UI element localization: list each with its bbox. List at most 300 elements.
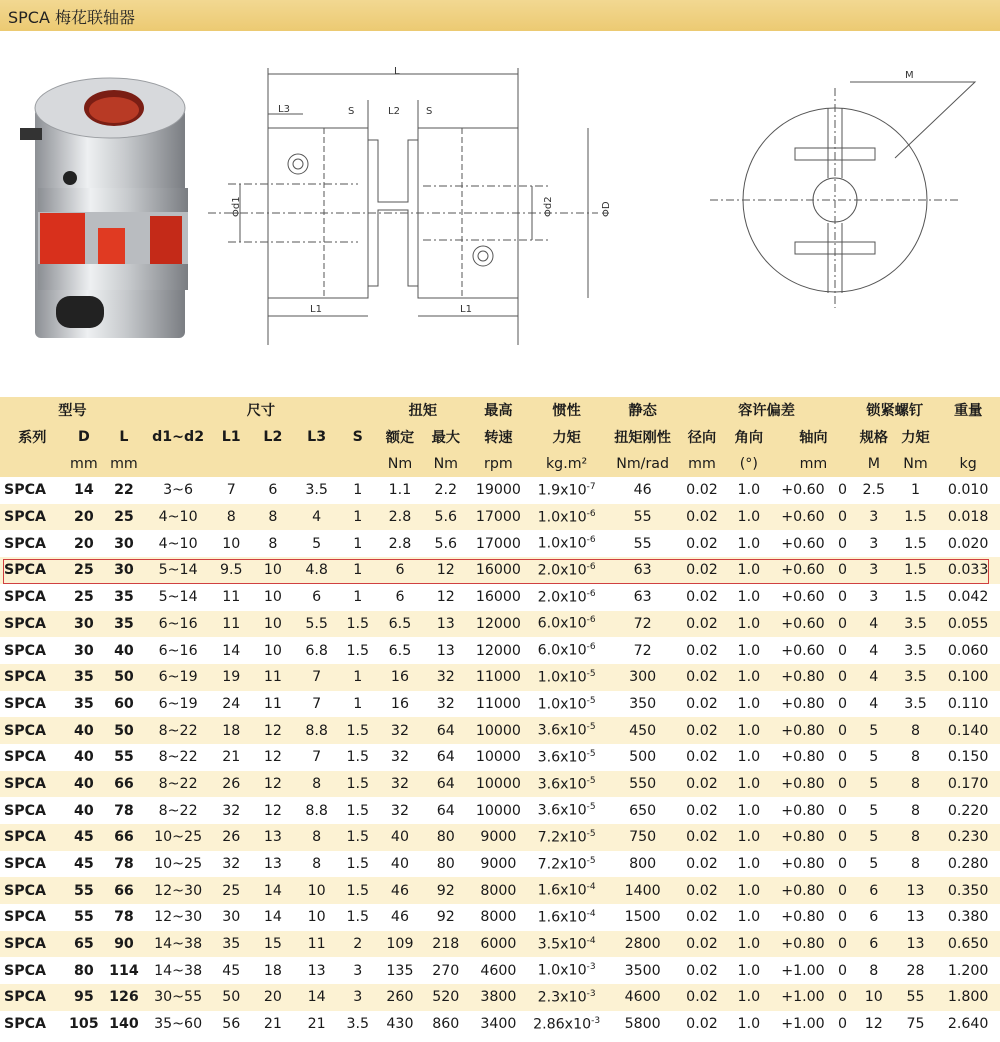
inertia-exponent: -6 bbox=[586, 562, 596, 573]
inertia-mantissa: 2.0x10 bbox=[537, 589, 587, 606]
cell-size: 2.5 bbox=[862, 482, 886, 499]
cell-L: 90 bbox=[114, 936, 134, 953]
side-view-drawing bbox=[208, 60, 612, 350]
cell-L3: 3.5 bbox=[305, 482, 328, 499]
cell-stiffness: 750 bbox=[629, 829, 657, 846]
cell-L1: 25 bbox=[222, 882, 241, 899]
cell-L2: 8 bbox=[268, 535, 278, 552]
cell-max: 32 bbox=[436, 695, 455, 712]
cell-D: 45 bbox=[73, 829, 94, 846]
cell-L2: 12 bbox=[263, 802, 282, 819]
cell-axial: +0.60 bbox=[781, 562, 825, 579]
cell-S: 1 bbox=[353, 535, 363, 552]
cell-L1: 50 bbox=[222, 989, 241, 1006]
cell-radial: 0.02 bbox=[686, 642, 718, 659]
cell-angular: 1.0 bbox=[737, 802, 761, 819]
cell-weight: 0.042 bbox=[947, 589, 989, 606]
cell-size: 3 bbox=[869, 509, 879, 526]
cell-series: SPCA bbox=[4, 856, 47, 873]
inertia-mantissa: 1.6x10 bbox=[537, 909, 587, 926]
cell-d1d2: 30~55 bbox=[154, 989, 203, 1006]
cell-L: 25 bbox=[114, 509, 134, 526]
inertia-mantissa: 3.6x10 bbox=[537, 749, 587, 766]
table-row bbox=[0, 957, 1000, 984]
cell-S: 1 bbox=[353, 669, 363, 686]
cell-series: SPCA bbox=[4, 562, 47, 579]
cell-stiffness: 550 bbox=[629, 775, 657, 792]
cell-series: SPCA bbox=[4, 1016, 47, 1033]
hdr-screw-torque: 力矩 bbox=[901, 430, 930, 447]
hdr-L2: L2 bbox=[263, 429, 283, 446]
hdr-speed: 转速 bbox=[484, 430, 513, 447]
table-row bbox=[0, 477, 1000, 504]
unit-stiffness: Nm/rad bbox=[616, 455, 669, 472]
cell-size: 5 bbox=[869, 856, 879, 873]
cell-speed: 10000 bbox=[475, 802, 521, 819]
cell-stiffness: 72 bbox=[633, 615, 652, 632]
cell-max: 64 bbox=[436, 802, 455, 819]
cell-size: 6 bbox=[869, 909, 879, 926]
cell-series: SPCA bbox=[4, 829, 47, 846]
cell-L1: 26 bbox=[222, 829, 241, 846]
inertia-mantissa: 1.6x10 bbox=[537, 883, 587, 900]
cell-axial-zero: 0 bbox=[838, 856, 848, 873]
cell-d1d2: 5~14 bbox=[158, 589, 198, 606]
inertia-mantissa: 2.3x10 bbox=[537, 989, 587, 1006]
inertia-exponent: -6 bbox=[586, 615, 596, 626]
cell-L: 78 bbox=[114, 909, 134, 926]
cell-S: 3 bbox=[353, 962, 363, 979]
unit-radial: mm bbox=[688, 455, 716, 472]
label-L2: L2 bbox=[388, 106, 400, 117]
cell-angular: 1.0 bbox=[737, 589, 761, 606]
cell-stiffness: 5800 bbox=[624, 1016, 661, 1033]
cell-screw-torque: 1 bbox=[910, 482, 920, 499]
table-row bbox=[0, 530, 1000, 557]
cell-weight: 0.380 bbox=[947, 909, 989, 926]
cell-d1d2: 6~16 bbox=[158, 642, 198, 659]
cell-D: 40 bbox=[73, 802, 94, 819]
hdr-D: D bbox=[77, 429, 90, 446]
hdr-moment: 力矩 bbox=[552, 430, 581, 447]
cell-L3: 6.8 bbox=[305, 642, 328, 659]
cell-axial: +0.60 bbox=[781, 642, 825, 659]
cell-max: 860 bbox=[432, 1016, 460, 1033]
cell-L2: 8 bbox=[268, 509, 278, 526]
cell-d1d2: 8~22 bbox=[158, 749, 198, 766]
cell-L3: 8.8 bbox=[305, 802, 328, 819]
cell-d1d2: 10~25 bbox=[154, 829, 203, 846]
inertia-mantissa: 1.0x10 bbox=[537, 509, 587, 526]
cell-moment bbox=[528, 957, 605, 984]
cell-weight: 0.020 bbox=[947, 535, 989, 552]
cell-axial-zero: 0 bbox=[838, 962, 848, 979]
cell-S: 1.5 bbox=[346, 775, 370, 792]
cell-weight: 0.280 bbox=[947, 856, 989, 873]
inertia-exponent: -6 bbox=[586, 588, 596, 599]
cell-L: 30 bbox=[114, 535, 134, 552]
cell-L3: 4.8 bbox=[305, 562, 328, 579]
label-S-right: S bbox=[426, 106, 433, 117]
cell-speed: 6000 bbox=[480, 936, 517, 953]
inertia-exponent: -4 bbox=[586, 882, 596, 893]
cell-D: 55 bbox=[73, 909, 94, 926]
cell-d1d2: 8~22 bbox=[158, 775, 198, 792]
cell-radial: 0.02 bbox=[686, 1016, 718, 1033]
cell-S: 1 bbox=[353, 509, 363, 526]
cell-series: SPCA bbox=[4, 989, 47, 1006]
cell-L1: 56 bbox=[222, 1016, 241, 1033]
cell-moment bbox=[528, 877, 605, 904]
table-row bbox=[0, 504, 1000, 531]
inertia-mantissa: 3.6x10 bbox=[537, 803, 587, 820]
cell-S: 3.5 bbox=[346, 1016, 370, 1033]
inertia-mantissa: 6.0x10 bbox=[537, 616, 587, 633]
cell-speed: 8000 bbox=[480, 882, 517, 899]
cell-max: 270 bbox=[432, 962, 460, 979]
cell-d1d2: 6~19 bbox=[158, 669, 198, 686]
cell-L1: 35 bbox=[222, 936, 241, 953]
cell-L3: 7 bbox=[312, 695, 322, 712]
cell-rated: 32 bbox=[390, 749, 409, 766]
cell-S: 1 bbox=[353, 695, 363, 712]
unit-L: mm bbox=[110, 455, 138, 472]
inertia-exponent: -5 bbox=[586, 775, 596, 786]
cell-series: SPCA bbox=[4, 936, 47, 953]
cell-moment bbox=[528, 1011, 605, 1038]
cell-series: SPCA bbox=[4, 775, 47, 792]
table-row bbox=[0, 904, 1000, 931]
cell-L1: 30 bbox=[222, 909, 241, 926]
cell-axial-zero: 0 bbox=[838, 989, 848, 1006]
label-d2: Φd2 bbox=[543, 196, 554, 217]
hdr-L1: L1 bbox=[221, 429, 241, 446]
cell-radial: 0.02 bbox=[686, 695, 718, 712]
cell-axial: +0.60 bbox=[781, 482, 825, 499]
label-L3: L3 bbox=[278, 104, 290, 115]
cell-L: 78 bbox=[114, 802, 134, 819]
cell-max: 64 bbox=[436, 749, 455, 766]
cell-size: 6 bbox=[869, 882, 879, 899]
cell-axial-zero: 0 bbox=[838, 695, 848, 712]
cell-L3: 21 bbox=[307, 1016, 326, 1033]
cell-S: 1.5 bbox=[346, 749, 370, 766]
cell-axial: +0.60 bbox=[781, 509, 825, 526]
cell-moment bbox=[528, 477, 605, 504]
hdr-axial: 轴向 bbox=[799, 430, 828, 447]
hdr-series: 系列 bbox=[18, 430, 47, 447]
cell-L1: 11 bbox=[222, 615, 241, 632]
cell-D: 14 bbox=[73, 482, 94, 499]
cell-size: 5 bbox=[869, 829, 879, 846]
cell-L: 50 bbox=[114, 669, 134, 686]
cell-L: 35 bbox=[114, 615, 134, 632]
cell-L3: 8 bbox=[312, 829, 322, 846]
table-row bbox=[0, 691, 1000, 718]
group-model: 型号 bbox=[58, 403, 87, 420]
cell-series: SPCA bbox=[4, 962, 47, 979]
inertia-mantissa: 6.0x10 bbox=[537, 642, 587, 659]
cell-weight: 0.018 bbox=[947, 509, 989, 526]
cell-axial-zero: 0 bbox=[838, 802, 848, 819]
cell-D: 25 bbox=[73, 562, 94, 579]
cell-L2: 14 bbox=[263, 909, 282, 926]
cell-speed: 19000 bbox=[475, 482, 521, 499]
cell-size: 5 bbox=[869, 775, 879, 792]
cell-D: 40 bbox=[73, 749, 94, 766]
cell-L1: 21 bbox=[222, 749, 241, 766]
cell-size: 4 bbox=[869, 615, 879, 632]
cell-size: 5 bbox=[869, 749, 879, 766]
inertia-mantissa: 3.6x10 bbox=[537, 722, 587, 739]
cell-axial: +0.80 bbox=[781, 669, 825, 686]
hdr-radial: 径向 bbox=[687, 430, 717, 447]
cell-L1: 19 bbox=[222, 669, 241, 686]
cell-speed: 11000 bbox=[475, 695, 521, 712]
cell-d1d2: 35~60 bbox=[154, 1016, 203, 1033]
cell-L2: 15 bbox=[263, 936, 282, 953]
cell-L1: 8 bbox=[226, 509, 236, 526]
cell-radial: 0.02 bbox=[686, 589, 718, 606]
cell-stiffness: 300 bbox=[629, 669, 657, 686]
cell-radial: 0.02 bbox=[686, 856, 718, 873]
cell-D: 40 bbox=[73, 722, 94, 739]
cell-L2: 10 bbox=[263, 589, 282, 606]
table-row bbox=[0, 797, 1000, 824]
cell-speed: 8000 bbox=[480, 909, 517, 926]
cell-L3: 11 bbox=[307, 936, 326, 953]
cell-rated: 2.8 bbox=[388, 509, 412, 526]
cell-rated: 6.5 bbox=[388, 615, 412, 632]
cell-L2: 12 bbox=[263, 775, 282, 792]
coupling-photo bbox=[10, 68, 210, 368]
group-max: 最高 bbox=[484, 403, 513, 420]
cell-weight: 0.650 bbox=[947, 936, 989, 953]
cell-L2: 11 bbox=[263, 669, 282, 686]
cell-d1d2: 4~10 bbox=[158, 535, 198, 552]
cell-L1: 10 bbox=[222, 535, 241, 552]
cell-series: SPCA bbox=[4, 642, 47, 659]
unit-D: mm bbox=[70, 455, 98, 472]
cell-angular: 1.0 bbox=[737, 615, 761, 632]
cell-L2: 10 bbox=[263, 562, 282, 579]
cell-screw-torque: 8 bbox=[910, 749, 920, 766]
cell-max: 5.6 bbox=[434, 509, 458, 526]
cell-screw-torque: 3.5 bbox=[904, 615, 927, 632]
cell-max: 218 bbox=[432, 936, 460, 953]
cell-L2: 12 bbox=[263, 722, 282, 739]
cell-screw-torque: 8 bbox=[910, 722, 920, 739]
cell-moment bbox=[528, 984, 605, 1011]
cell-d1d2: 12~30 bbox=[154, 909, 203, 926]
cell-size: 5 bbox=[869, 722, 879, 739]
cell-max: 80 bbox=[436, 829, 455, 846]
cell-speed: 12000 bbox=[475, 615, 521, 632]
group-screw: 锁紧螺钉 bbox=[866, 403, 924, 420]
cell-axial-zero: 0 bbox=[838, 589, 848, 606]
cell-d1d2: 14~38 bbox=[154, 962, 203, 979]
cell-S: 1 bbox=[353, 482, 363, 499]
cell-angular: 1.0 bbox=[737, 482, 761, 499]
cell-moment bbox=[528, 797, 605, 824]
cell-angular: 1.0 bbox=[737, 775, 761, 792]
label-L1-right: L1 bbox=[460, 304, 472, 315]
cell-L2: 14 bbox=[263, 882, 282, 899]
inertia-exponent: -6 bbox=[586, 535, 596, 546]
inertia-mantissa: 1.0x10 bbox=[537, 696, 587, 713]
inertia-exponent: -3 bbox=[591, 1015, 601, 1026]
cell-axial-zero: 0 bbox=[838, 642, 848, 659]
cell-screw-torque: 8 bbox=[910, 829, 920, 846]
inertia-exponent: -5 bbox=[586, 722, 596, 733]
cell-L1: 32 bbox=[222, 802, 241, 819]
cell-stiffness: 72 bbox=[633, 642, 652, 659]
cell-series: SPCA bbox=[4, 695, 47, 712]
cell-series: SPCA bbox=[4, 802, 47, 819]
cell-radial: 0.02 bbox=[686, 962, 718, 979]
cell-D: 95 bbox=[73, 989, 94, 1006]
cell-radial: 0.02 bbox=[686, 669, 718, 686]
cell-L: 55 bbox=[114, 749, 134, 766]
inertia-exponent: -4 bbox=[586, 909, 596, 920]
inertia-exponent: -5 bbox=[586, 855, 596, 866]
inertia-exponent: -5 bbox=[586, 668, 596, 679]
cell-max: 12 bbox=[436, 562, 455, 579]
cell-d1d2: 8~22 bbox=[158, 802, 198, 819]
cell-moment bbox=[528, 557, 605, 584]
cell-angular: 1.0 bbox=[737, 642, 761, 659]
cell-series: SPCA bbox=[4, 535, 47, 552]
cell-axial: +0.80 bbox=[781, 829, 825, 846]
cell-axial: +0.80 bbox=[781, 936, 825, 953]
cell-L: 66 bbox=[114, 775, 134, 792]
table-row bbox=[0, 931, 1000, 958]
cell-axial: +0.60 bbox=[781, 615, 825, 632]
table-row bbox=[0, 637, 1000, 664]
cell-S: 1 bbox=[353, 562, 363, 579]
cell-weight: 0.100 bbox=[947, 669, 989, 686]
inertia-exponent: -3 bbox=[586, 989, 596, 1000]
cell-L2: 10 bbox=[263, 615, 282, 632]
cell-screw-torque: 75 bbox=[906, 1016, 925, 1033]
cell-speed: 3800 bbox=[480, 989, 517, 1006]
cell-L: 140 bbox=[109, 1016, 139, 1033]
inertia-exponent: -7 bbox=[586, 482, 596, 493]
unit-max: Nm bbox=[433, 455, 458, 472]
cell-rated: 2.8 bbox=[388, 535, 412, 552]
cell-speed: 4600 bbox=[480, 962, 517, 979]
table-row bbox=[0, 744, 1000, 771]
cell-L3: 6 bbox=[312, 589, 322, 606]
cell-L1: 14 bbox=[222, 642, 241, 659]
cell-L1: 45 bbox=[222, 962, 241, 979]
cell-S: 1.5 bbox=[346, 642, 370, 659]
cell-screw-torque: 13 bbox=[906, 882, 925, 899]
cell-speed: 16000 bbox=[475, 562, 521, 579]
cell-D: 35 bbox=[73, 695, 94, 712]
label-d1: Φd1 bbox=[231, 196, 242, 217]
cell-D: 40 bbox=[73, 775, 94, 792]
unit-moment: kg.m² bbox=[545, 455, 588, 472]
cell-rated: 46 bbox=[390, 882, 409, 899]
cell-series: SPCA bbox=[4, 882, 47, 899]
cell-L1: 32 bbox=[222, 856, 241, 873]
cell-d1d2: 3~6 bbox=[163, 482, 194, 499]
cell-L: 66 bbox=[114, 882, 134, 899]
cell-L1: 26 bbox=[222, 775, 241, 792]
cell-axial: +0.80 bbox=[781, 775, 825, 792]
hdr-L3: L3 bbox=[307, 429, 327, 446]
cell-D: 30 bbox=[73, 615, 94, 632]
inertia-mantissa: 2.86x10 bbox=[533, 1016, 592, 1033]
cell-screw-torque: 1.5 bbox=[904, 535, 927, 552]
cell-radial: 0.02 bbox=[686, 775, 718, 792]
cell-axial: +0.80 bbox=[781, 695, 825, 712]
cell-D: 35 bbox=[73, 669, 94, 686]
inertia-exponent: -5 bbox=[586, 802, 596, 813]
cell-stiffness: 350 bbox=[629, 695, 657, 712]
cell-speed: 9000 bbox=[480, 829, 517, 846]
cell-axial-zero: 0 bbox=[838, 482, 848, 499]
cell-d1d2: 5~14 bbox=[158, 562, 198, 579]
cell-max: 13 bbox=[436, 615, 455, 632]
cell-axial: +0.80 bbox=[781, 802, 825, 819]
unit-axial: mm bbox=[799, 455, 828, 472]
spec-table-body bbox=[0, 477, 1000, 1037]
cell-weight: 0.110 bbox=[947, 695, 989, 712]
cell-size: 3 bbox=[869, 589, 879, 606]
cell-max: 92 bbox=[436, 909, 455, 926]
cell-rated: 32 bbox=[390, 802, 409, 819]
cell-L2: 12 bbox=[263, 749, 282, 766]
cell-axial-zero: 0 bbox=[838, 509, 848, 526]
cell-angular: 1.0 bbox=[737, 882, 761, 899]
cell-max: 64 bbox=[436, 775, 455, 792]
cell-max: 80 bbox=[436, 856, 455, 873]
cell-L3: 10 bbox=[307, 882, 326, 899]
cell-L: 66 bbox=[114, 829, 134, 846]
cell-radial: 0.02 bbox=[686, 909, 718, 926]
cell-weight: 0.350 bbox=[947, 882, 989, 899]
cell-rated: 109 bbox=[386, 936, 414, 953]
cell-stiffness: 55 bbox=[633, 509, 652, 526]
cell-series: SPCA bbox=[4, 909, 47, 926]
cell-moment bbox=[528, 824, 605, 851]
cell-radial: 0.02 bbox=[686, 509, 718, 526]
inertia-exponent: -5 bbox=[586, 828, 596, 839]
cell-moment bbox=[528, 637, 605, 664]
cell-speed: 3400 bbox=[480, 1016, 517, 1033]
unit-speed: rpm bbox=[484, 455, 513, 472]
cell-axial-zero: 0 bbox=[838, 615, 848, 632]
cell-screw-torque: 1.5 bbox=[904, 562, 927, 579]
cell-axial-zero: 0 bbox=[838, 775, 848, 792]
cell-D: 80 bbox=[73, 962, 94, 979]
group-misalignment: 容许偏差 bbox=[738, 403, 795, 420]
cell-L3: 8.8 bbox=[305, 722, 328, 739]
cell-axial: +1.00 bbox=[781, 1016, 825, 1033]
cell-angular: 1.0 bbox=[737, 535, 761, 552]
cell-stiffness: 55 bbox=[633, 535, 652, 552]
cell-rated: 135 bbox=[386, 962, 414, 979]
cell-L2: 18 bbox=[263, 962, 282, 979]
cell-rated: 46 bbox=[390, 909, 409, 926]
table-row bbox=[0, 611, 1000, 638]
cell-angular: 1.0 bbox=[737, 749, 761, 766]
cell-radial: 0.02 bbox=[686, 882, 718, 899]
cell-d1d2: 10~25 bbox=[154, 856, 203, 873]
hdr-L: L bbox=[119, 429, 129, 446]
